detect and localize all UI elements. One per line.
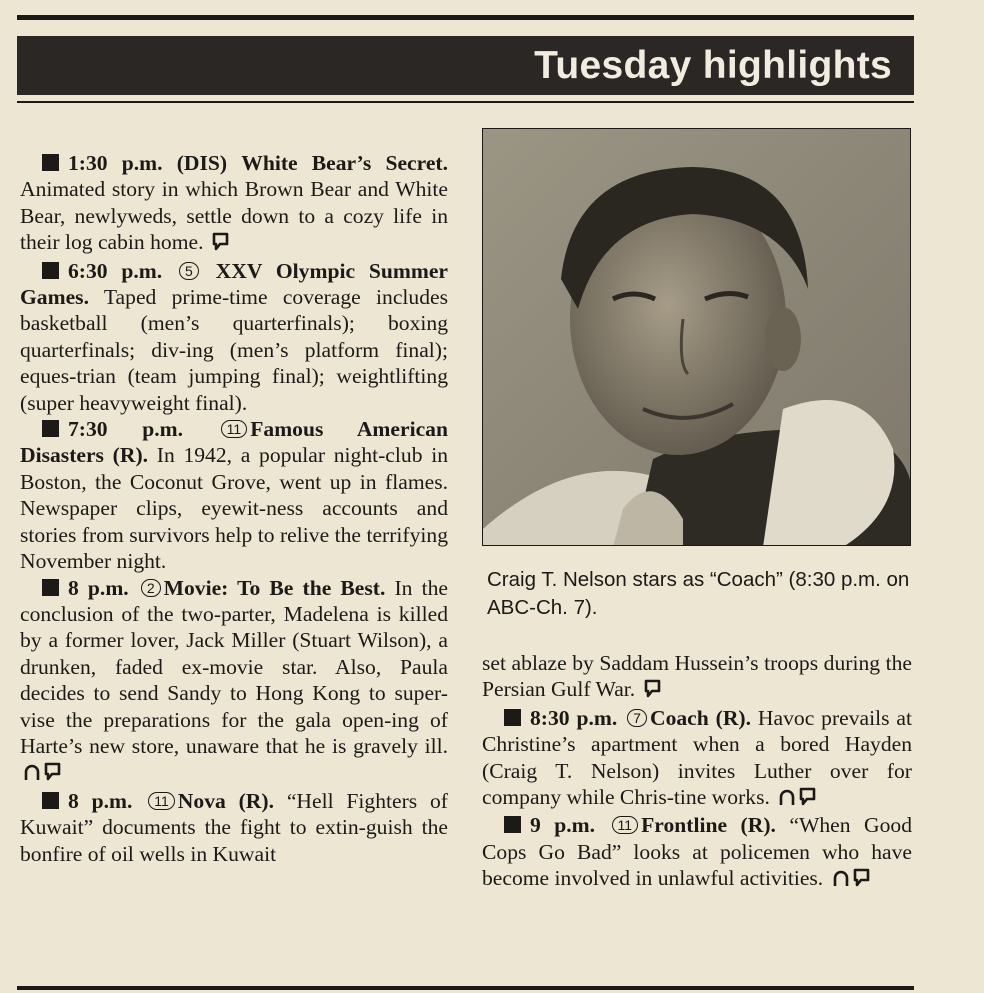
listing-title: Nova (R). [177, 788, 274, 813]
listing-channel: (DIS) [176, 151, 228, 175]
closed-caption-icon [212, 231, 229, 257]
top-rule [17, 15, 914, 20]
listing-title: Famous American Disasters (R). [20, 417, 448, 468]
header-banner [17, 36, 914, 95]
bullet-square-icon [504, 816, 521, 833]
listing-title: Coach (R). [649, 705, 752, 730]
channel-badge: 11 [221, 420, 248, 438]
listing-description: Havoc prevails at Christine’s apartment when a bored Hayden (Craig T. Nelson) invites Luther over for company while Chris-tine works. [482, 705, 912, 810]
bottom-rule [17, 986, 914, 990]
listing-title: XXV Olympic Summer Games. [20, 258, 449, 310]
listing-item [20, 575, 448, 788]
listing-item [20, 258, 448, 416]
left-column [20, 150, 448, 867]
listing-item [482, 705, 912, 813]
channel-badge: 11 [612, 816, 639, 834]
listing-time: 8:30 p.m. [530, 705, 618, 730]
stereo-icon [832, 867, 850, 893]
stereo-icon [778, 786, 796, 812]
bullet-square-icon [42, 154, 59, 171]
bullet-square-icon [42, 420, 59, 437]
photo-caption: Craig T. Nelson stars as “Coach” (8:30 p.m. on ABC-Ch. 7). [487, 568, 910, 619]
listing-time: 1:30 p.m. [68, 151, 163, 175]
closed-caption-icon [853, 867, 870, 893]
closed-caption-icon [799, 786, 816, 812]
bullet-square-icon [42, 579, 59, 596]
listing-description: In 1942, a popular night-club in Boston, the Coconut Grove, went up in flames. Newspaper clips, eyewit-ness accounts and stories from survivors help to relive the terrifying November night. [20, 443, 448, 574]
listing-time: 7:30 p.m. [68, 417, 184, 442]
closed-caption-icon [44, 761, 61, 787]
closed-caption-icon [644, 678, 661, 704]
listing-item [20, 150, 448, 258]
listing-title: Movie: To Be the Best. [163, 575, 386, 600]
header-underline [17, 101, 914, 103]
listing-description: set ablaze by Saddam Hussein’s troops during the Persian Gulf War. [482, 651, 912, 702]
bullet-square-icon [42, 792, 59, 809]
right-column [482, 650, 912, 894]
listing-description: Taped prime-time coverage includes basketball (men’s quarterfinals); boxing quarterfinals; div-ing (men’s platform final); eques-trian (team jumping final); weightlifting (super heavyweight final). [20, 285, 448, 415]
bullet-square-icon [42, 262, 59, 279]
listing-time: 9 p.m. [530, 813, 596, 838]
listing-title: Frontline (R). [641, 813, 776, 838]
listing-time: 8 p.m. [68, 788, 133, 813]
channel-badge: 5 [179, 262, 199, 280]
stereo-icon [23, 761, 41, 787]
channel-badge: 7 [627, 709, 647, 727]
listing-item [20, 416, 448, 574]
listing-title: White Bear’s Secret. [241, 151, 449, 175]
listing-continuation [482, 650, 912, 705]
listing-description: “When Good Cops Go Bad” looks at policemen who have become involved in unlawful activities. [482, 813, 913, 891]
bullet-square-icon [504, 709, 521, 726]
channel-badge: 2 [141, 579, 161, 597]
photo-craig-t-nelson [482, 128, 911, 546]
page-title: Tuesday highlights [534, 43, 892, 87]
listing-time: 6:30 p.m. [68, 258, 163, 283]
listing-item [482, 812, 912, 893]
listing-description: “Hell Fighters of Kuwait” documents the fight to extin-guish the bonfire of oil wells in Kuwait [20, 788, 448, 866]
listing-description: In the conclusion of the two-parter, Madelena is killed by a former lover, Jack Miller (Stuart Wilson), a drunken, faded ex-movie star. Also, Paula decides to send Sandy to Hong Kong to super-vise the preparations for the gala open-ing of Harte’s new store, unaware that he is gravely ill. [20, 575, 448, 758]
channel-badge: 11 [148, 792, 175, 810]
listing-item [20, 788, 448, 867]
listing-time: 8 p.m. [68, 575, 129, 600]
listing-description: Animated story in which Brown Bear and White Bear, newlyweds, settle down to a cozy life in their log cabin home. [20, 177, 448, 255]
